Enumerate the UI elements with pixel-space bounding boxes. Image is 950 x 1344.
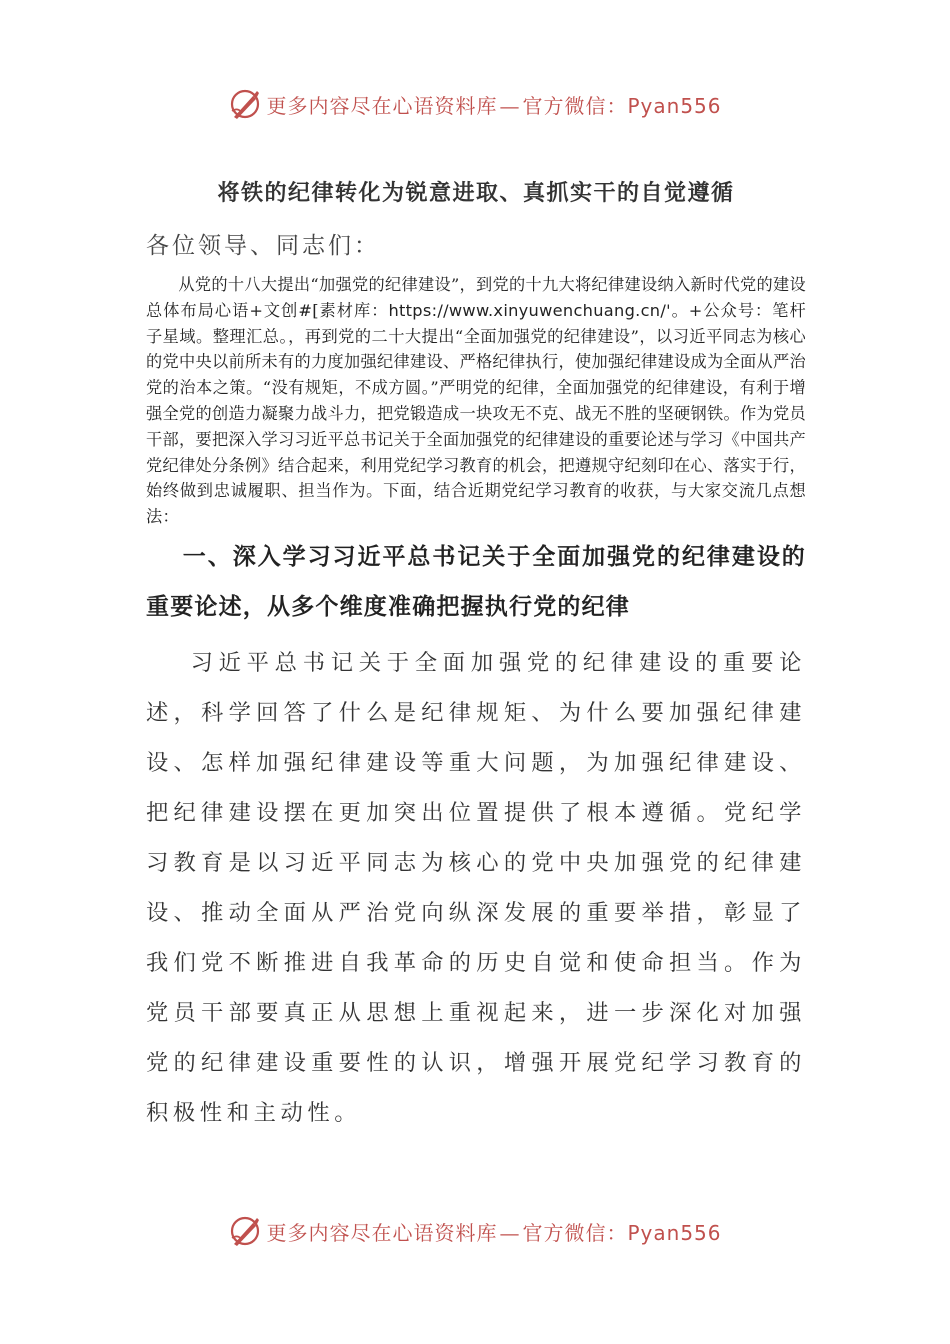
- document-body: [146, 176, 806, 1138]
- greeting: 各位领导、同志们：: [146, 233, 380, 259]
- section-heading-1: 一、深入学习习近平总书记关于全面加强党的纪律建设的重要论述，从多个维度准确把握执行党的纪律: [146, 542, 806, 620]
- banner-text: 更多内容尽在心语资料库 — 官方微信：Pyan556: [266, 93, 722, 118]
- intro-paragraph: 从党的十八大提出“加强党的纪律建设”，到党的十九大将纪律建设纳入新时代党的建设总体布局心语+文创#[素材库：https://www.xinyuwenchuang.cn/'。+公众号：笔杆子星域。整理汇总。，再到党的二十大提出“全面加强党的纪律建设”，以习近平同志为核心的党中央以前所未有的力度加强纪律建设、严格纪律执行，使加强纪律建设成为全面从严治党的治本之策。“没有规矩，不成方圆。”严明党的纪律，全面加强党的纪律建设，有利于增强全党的创造力凝聚力战斗力，把党锻造成一块攻无不克、战无不胜的坚硬钢铁。作为党员干部，要把深入学习习近平总书记关于全面加强党的纪律建设的重要论述与学习《中国共产党纪律处分条例》结合起来，利用党纪学习教育的机会，把遵规守纪刻印在心、落实于行，始终做到忠诚履职、担当作为。下面，结合近期党纪学习教育的收获，与大家交流几点想法：: [146, 275, 806, 527]
- section-paragraph-1: 习近平总书记关于全面加强党的纪律建设的重要论述，科学回答了什么是纪律规矩、为什么要加强纪律建设、怎样加强纪律建设等重大问题，为加强纪律建设、把纪律建设摆在更加突出位置提供了根本遵循。党纪学习教育是以习近平同志为核心的党中央加强党的纪律建设、推动全面从严治党向纵深发展的重要举措，彰显了我们党不断推进自我革命的历史自觉和使命担当。作为党员干部要真正从思想上重视起来，进一步深化对加强党的纪律建设重要性的认识，增强开展党纪学习教育的积极性和主动性。: [146, 649, 806, 1126]
- footer-banner: [0, 1211, 950, 1251]
- document-title: 将铁的纪律转化为锐意进取、真抓实干的自觉遵循: [217, 180, 735, 206]
- pen-logo-icon: [228, 87, 262, 121]
- intro-url: https://www.xinyuwenchuang.cn/: [388, 300, 667, 320]
- header-banner: [0, 84, 950, 124]
- pen-logo-icon: [228, 1214, 262, 1248]
- banner-text: 更多内容尽在心语资料库 — 官方微信：Pyan556: [266, 1220, 722, 1245]
